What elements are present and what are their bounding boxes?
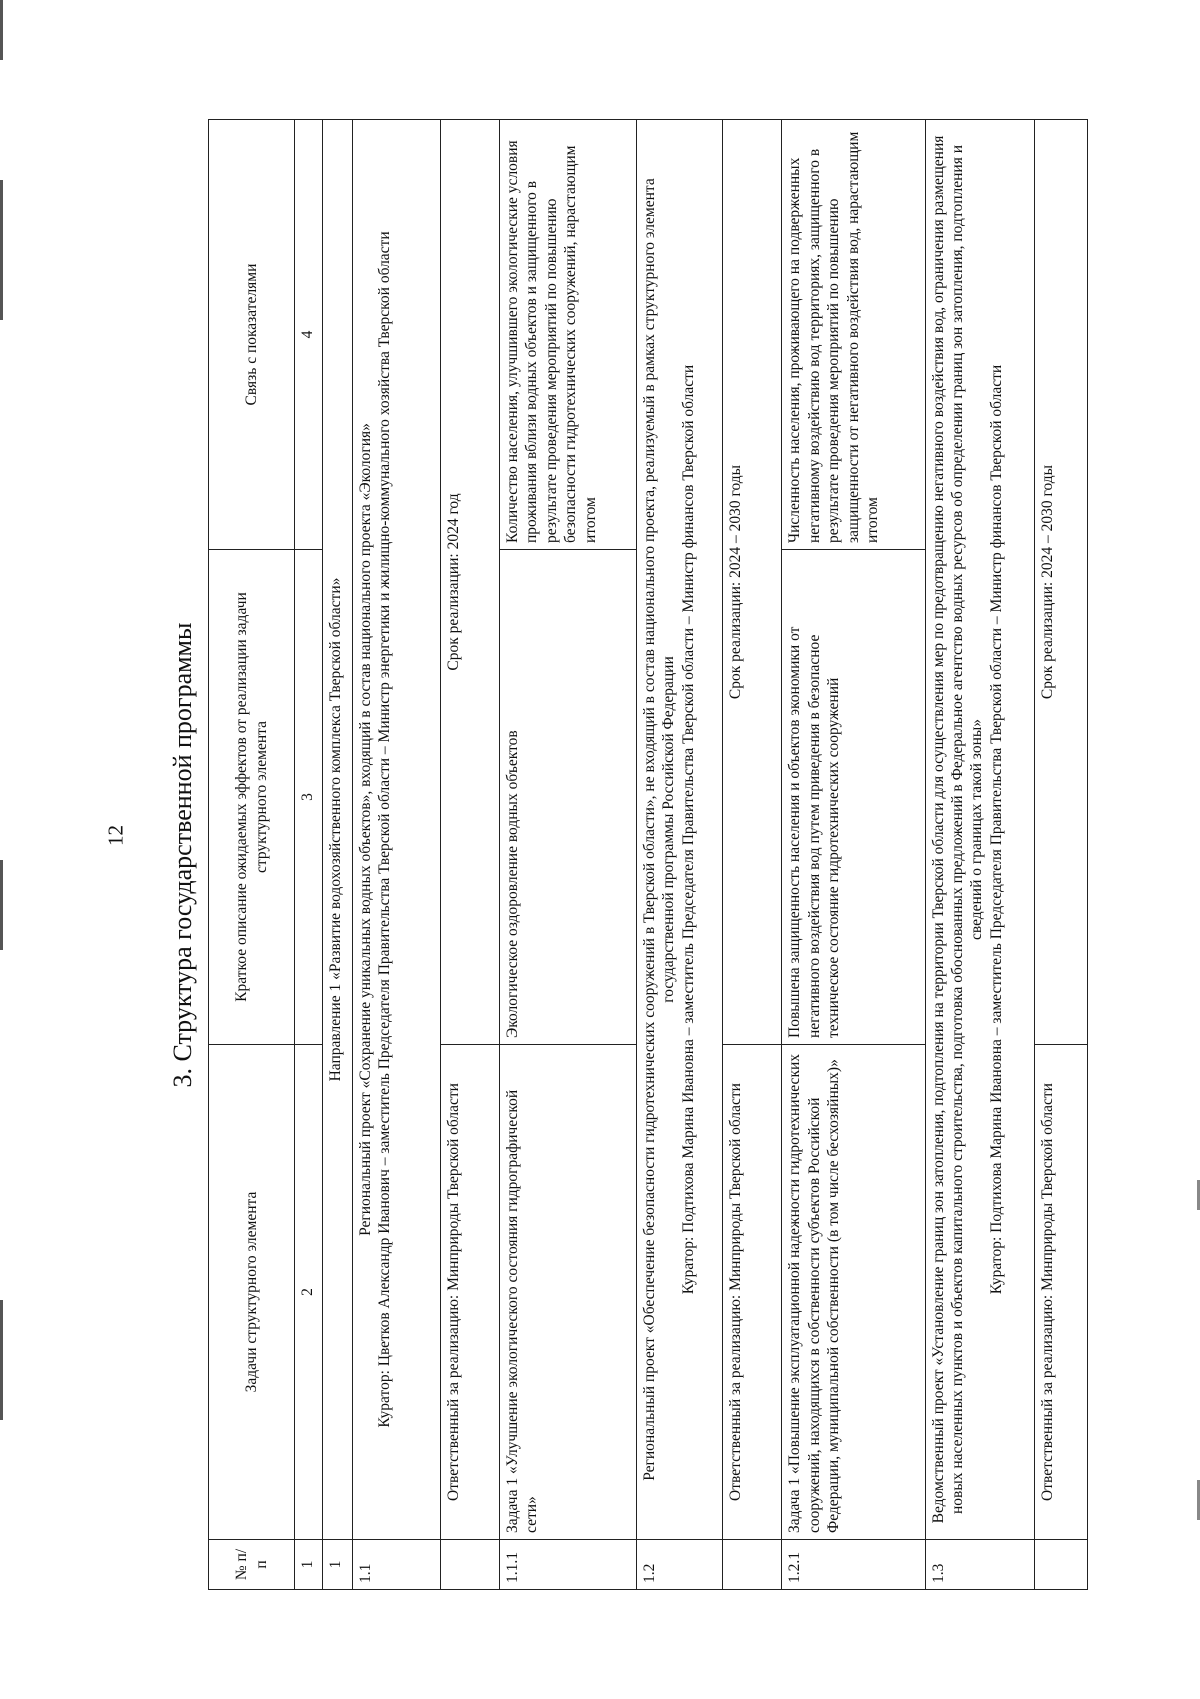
responsible-row	[441, 120, 500, 1590]
scan-edge-mark	[0, 180, 3, 320]
project-row	[637, 120, 723, 1590]
header-number: 4	[295, 120, 323, 550]
project-curator: Куратор: Цветков Александр Иванович – заместитель Председателя Правительства Тверской области – Министр энергетики и жилищно-коммунального хозяйства Тверской области	[376, 231, 394, 1428]
scan-edge-mark	[0, 860, 3, 950]
header-number: 3	[295, 550, 323, 1045]
effect-text: Повышена защищенность населения и объектов экономики от негативного воздействия вод путем приведения в безопасное техническое состояние гидротехнических сооружений	[782, 550, 925, 1045]
header-number: 2	[295, 1045, 323, 1540]
task-row	[500, 120, 637, 1590]
row-num: 1.2	[637, 1540, 723, 1590]
task-text: Задача 1 «Повышение эксплуатационной надежности гидротехнических сооружений, находящихся в собственности субъектов Российской Федерации, муниципальной собственности (в том числе бесхозяйных)»	[782, 1045, 925, 1540]
row-num: 1.2.1	[782, 1540, 925, 1590]
project-row	[925, 120, 1035, 1590]
empty-cell	[1035, 1540, 1088, 1590]
project-title: Ведомственный проект «Установление границ зон затопления, подтопления на территории Тверской области для осуществления мер по предотвращению негативного воздействия вод, ограничения размещения новых населенных пунктов и объектов капитального строительства, подготовка обоснованных предложений в Федеральное агентство водных ресурсов об определении границ зон затопления, подтопления и сведений о границах такой зоны»	[929, 135, 986, 1524]
row-num: 1.3	[925, 1540, 1035, 1590]
section-title: 3. Структура государственной программы	[168, 622, 197, 1088]
landscape-page	[160, 120, 1090, 1590]
project-title: Региональный проект «Обеспечение безопасности гидротехнических сооружений в Тверской области», не входящий в состав национального проекта, реализуемый в рамках структурного элемента государственной программы Российской Федерации	[641, 178, 678, 1481]
responsible-text: Ответственный за реализацию: Минприроды Тверской области	[723, 1045, 782, 1540]
term-text: Срок реализации: 2024 – 2030 годы	[1035, 120, 1088, 1045]
empty-cell	[723, 1540, 782, 1590]
empty-cell	[441, 1540, 500, 1590]
responsible-text: Ответственный за реализацию: Минприроды Тверской области	[1035, 1045, 1088, 1540]
header-row	[209, 120, 295, 1590]
header-numbers-row	[295, 120, 323, 1590]
row-num: 1.1	[352, 1540, 440, 1590]
header-tasks: Задачи структурного элемента	[209, 1045, 295, 1540]
scan-edge-mark	[0, 0, 3, 60]
row-num: 1.1.1	[500, 1540, 637, 1590]
row-num: 1	[323, 1540, 352, 1590]
direction-title: Направление 1 «Развитие водохозяйственного комплекса Тверской области»	[323, 120, 352, 1540]
responsible-row	[1035, 120, 1088, 1590]
project-title: Региональный проект «Сохранение уникальных водных объектов», входящий в состав национального проекта «Экология»	[356, 423, 374, 1236]
direction-row	[323, 120, 352, 1590]
structure-table	[208, 119, 1088, 1590]
indicator-text: Количество населения, улучшившего экологические условия проживания вблизи водных объектов и защищенного в результате проведения мероприятий по повышению безопасности гидротехнических сооружений, нарастающим итогом	[500, 120, 637, 550]
project-cell	[925, 120, 1035, 1540]
project-row	[352, 120, 440, 1590]
effect-text: Экологическое оздоровление водных объектов	[500, 550, 637, 1045]
task-row	[782, 120, 925, 1590]
term-text: Срок реализации: 2024 – 2030 годы	[723, 120, 782, 1045]
indicator-text: Численность населения, проживающего на подверженных негативному воздействию вод территориях, защищенного в результате проведения мероприятий по повышению защищенности от негативного воздействия вод, нарастающим итогом	[782, 120, 925, 550]
term-text: Срок реализации: 2024 год	[441, 120, 500, 1045]
page-number: 12	[103, 825, 128, 846]
scan-edge-mark	[0, 1300, 3, 1420]
task-text: Задача 1 «Улучшение экологического состояния гидрографической сети»	[500, 1045, 637, 1540]
project-cell	[352, 120, 440, 1540]
project-curator: Куратор: Подтихова Марина Ивановна – заместитель Председателя Правительства Тверской области – Министр финансов Тверской области	[679, 364, 697, 1295]
header-indicators: Связь с показателями	[209, 120, 295, 550]
header-num: № п/п	[209, 1540, 295, 1590]
responsible-row	[723, 120, 782, 1590]
header-number: 1	[295, 1540, 323, 1590]
project-curator: Куратор: Подтихова Марина Ивановна – заместитель Председателя Правительства Тверской области – Министр финансов Тверской области	[987, 364, 1005, 1295]
responsible-text: Ответственный за реализацию: Минприроды Тверской области	[441, 1045, 500, 1540]
header-effects: Краткое описание ожидаемых эффектов от реализации задачи структурного элемента	[209, 550, 295, 1045]
project-cell	[637, 120, 723, 1540]
